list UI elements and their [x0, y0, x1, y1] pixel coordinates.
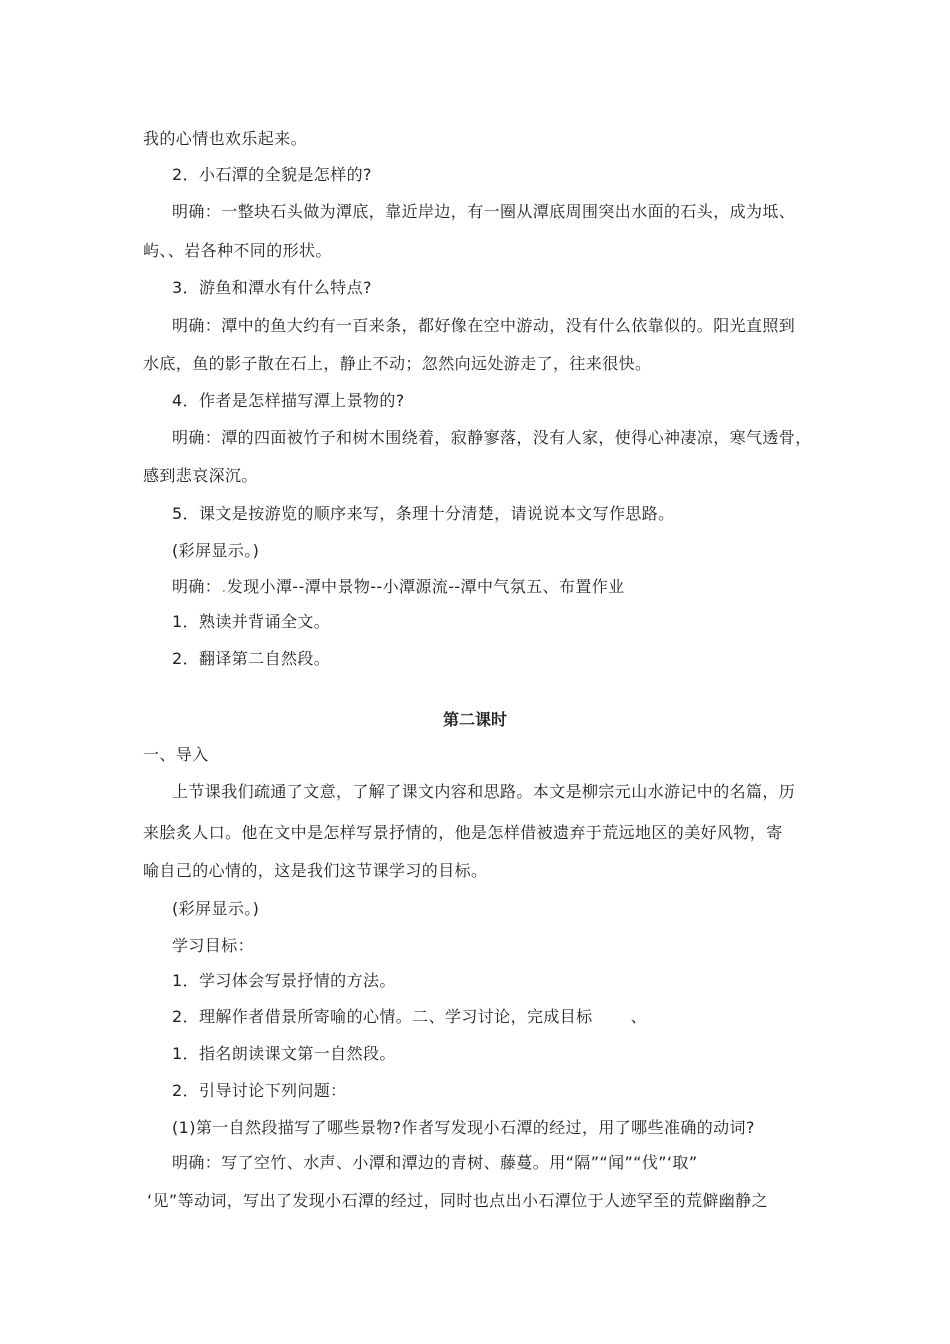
- step-item: 1．指名朗读课文第一自然段。: [172, 1044, 396, 1063]
- goal-item: [172, 1006, 647, 1028]
- question-line: 5．课文是按游览的顺序来写，条理十分清楚，请说说本文写作思路。: [172, 504, 675, 523]
- note-line: (彩屏显示。): [172, 899, 260, 918]
- question-line: 4．作者是怎样描写潭上景物的?: [172, 391, 405, 410]
- homework-item: 2．翻译第二自然段。: [172, 649, 331, 668]
- answer-line: 明确：潭的四面被竹子和树木围绕着，寂静寥落，没有人家，使得心神凄凉，寒气透骨，: [172, 428, 812, 447]
- answer-text: 发现小潭--潭中景物--小潭源流--潭中气氛五、布置作业: [226, 577, 625, 596]
- goal-text: 2．理解作者借景所寄喻的心情。二、学习讨论，完成目标: [172, 1007, 593, 1026]
- question-line: 2．小石潭的全貌是怎样的?: [172, 165, 372, 184]
- section-title: 第二课时: [442, 710, 507, 729]
- answer-line: 感到悲哀深沉。: [143, 466, 258, 485]
- goal-item: 1．学习体会写景抒情的方法。: [172, 971, 396, 990]
- marker-dot: .: [221, 577, 227, 596]
- question-line: 3．游鱼和潭水有什么特点?: [172, 278, 372, 297]
- question-line: (1)第一自然段描写了哪些景物?作者写发现小石潭的经过，用了哪些准确的动词?: [172, 1118, 755, 1137]
- paragraph-line: 我的心情也欢乐起来。: [143, 129, 308, 148]
- note-line: (彩屏显示。): [172, 541, 260, 560]
- answer-line: [172, 576, 625, 598]
- answer-label: 明确：: [172, 577, 222, 596]
- answer-line: ‘见”等动词，写出了发现小石潭的经过，同时也点出小石潭位于人迹罕至的荒僻幽静之: [147, 1191, 768, 1210]
- answer-line: 屿、、岩各种不同的形状。: [143, 241, 332, 260]
- paragraph-line: 上节课我们疏通了文意，了解了课文内容和思路。本文是柳宗元山水游记中的名篇，历: [172, 782, 796, 801]
- paragraph-line: 喻自己的心情的，这是我们这节课学习的目标。: [143, 861, 488, 880]
- answer-line: 水底，鱼的影子散在石上，静止不动；忽然向远处游走了，往来很快。: [143, 354, 652, 373]
- paragraph-line: 来脍炙人口。他在文中是怎样写景抒情的，他是怎样借被遗弃于荒远地区的美好风物，寄: [143, 823, 783, 842]
- section-heading: 一、导入: [143, 745, 209, 764]
- homework-item: 1．熟读并背诵全文。: [172, 612, 331, 631]
- goals-heading: 学习目标：: [172, 936, 255, 955]
- goal-comma: 、: [630, 1007, 647, 1026]
- answer-line: 明确：写了空竹、水声、小潭和潭边的青树、藤蔓。用“隔”“闻”“伐”‘取”: [172, 1153, 698, 1172]
- step-item: 2．引导讨论下列问题：: [172, 1081, 347, 1100]
- answer-line: 明确：潭中的鱼大约有一百来条，都好像在空中游动，没有什么依靠似的。阳光直照到: [172, 316, 796, 335]
- answer-line: 明确：一整块石头做为潭底，靠近岸边，有一圈从潭底周围突出水面的石头，成为坻、: [172, 202, 796, 221]
